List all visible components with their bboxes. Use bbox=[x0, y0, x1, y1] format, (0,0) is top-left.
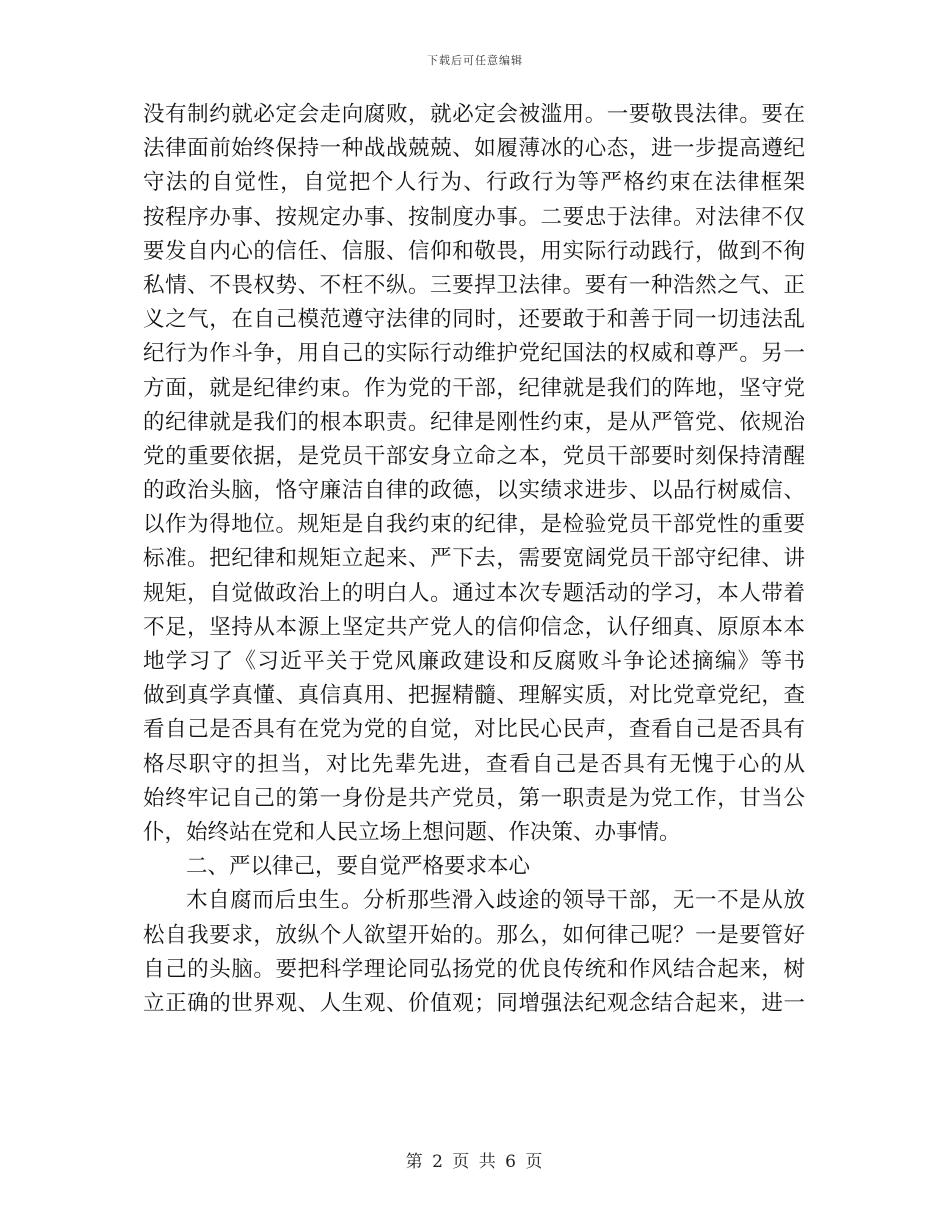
text-line: 党的重要依据，是党员干部安身立命之本，党员干部要时刻保持清醒 bbox=[143, 443, 805, 469]
text-line: 的政治头脑，恪守廉洁自律的政德，以实绩求进步、以品行树威信、 bbox=[143, 478, 805, 504]
text-line: 仆，始终站在党和人民立场上想问题、作决策、办事情。 bbox=[143, 819, 681, 845]
text-line: 以作为得地位。规矩是自我约束的纪律，是检验党员干部党性的重要 bbox=[143, 512, 805, 538]
text-line: 自己的头脑。要把科学理论同弘扬党的优良传统和作风结合起来，树 bbox=[143, 956, 805, 982]
page-footer: 第 2 页 共 6 页 bbox=[405, 1152, 545, 1172]
text-line: 立正确的世界观、人生观、价值观；同增强法纪观念结合起来，进一 bbox=[143, 990, 805, 1016]
text-line: 做到真学真懂、真信真用、把握精髓、理解实质，对比党章党纪，查 bbox=[143, 683, 805, 709]
text-line: 标准。把纪律和规矩立起来、严下去，需要宽阔党员干部守纪律、讲 bbox=[143, 546, 805, 572]
text-line: 私情、不畏权势、不枉不纵。三要捍卫法律。要有一种浩然之气、正 bbox=[143, 272, 805, 298]
text-line: 看自己是否具有在党为党的自觉，对比民心民声，查看自己是否具有 bbox=[143, 717, 805, 743]
text-line: 没有制约就必定会走向腐败，就必定会被滥用。一要敬畏法律。要在 bbox=[143, 102, 805, 127]
text-line: 规矩，自觉做政治上的明白人。通过本次专题活动的学习，本人带着 bbox=[143, 580, 805, 606]
text-line: 纪行为作斗争，用自己的实际行动维护党纪国法的权威和尊严。另一 bbox=[143, 341, 805, 367]
text-line: 木自腐而后虫生。分析那些滑入歧途的领导干部，无一不是从放 bbox=[186, 888, 805, 914]
document-body bbox=[143, 98, 805, 1021]
text-line: 要发自内心的信任、信服、信仰和敬畏，用实际行动践行，做到不徇 bbox=[143, 238, 805, 264]
text-line: 始终牢记自己的第一身份是共产党员，第一职责是为党工作，甘当公 bbox=[143, 785, 805, 811]
text-line: 按程序办事、按规定办事、按制度办事。二要忠于法律。对法律不仅 bbox=[143, 204, 805, 230]
text-line: 方面，就是纪律约束。作为党的干部，纪律就是我们的阵地，坚守党 bbox=[143, 375, 805, 401]
text-line: 松自我要求，放纵个人欲望开始的。那么，如何律己呢？一是要管好 bbox=[143, 922, 805, 948]
text-line: 守法的自觉性，自觉把个人行为、行政行为等严格约束在法律框架 bbox=[143, 170, 805, 196]
text-line: 法律面前始终保持一种战战兢兢、如履薄冰的心态，进一步提高遵纪 bbox=[143, 136, 805, 162]
text-line: 的纪律就是我们的根本职责。纪律是刚性约束，是从严管党、依规治 bbox=[143, 409, 805, 435]
text-line: 不足，坚持从本源上坚定共产党人的信仰信念，认仔细真、原原本本 bbox=[143, 614, 805, 640]
text-line: 地学习了《习近平关于党风廉政建设和反腐败斗争论述摘编》等书 bbox=[143, 649, 805, 674]
text-line: 义之气，在自己模范遵守法律的同时，还要敢于和善于同一切违法乱 bbox=[143, 307, 805, 333]
page-header: 下载后可任意编辑 bbox=[427, 54, 523, 67]
text-line: 格尽职守的担当，对比先辈先进，查看自己是否具有无愧于心的从 bbox=[143, 751, 805, 777]
section-heading: 二、严以律己，要自觉严格要求本心 bbox=[186, 854, 531, 880]
